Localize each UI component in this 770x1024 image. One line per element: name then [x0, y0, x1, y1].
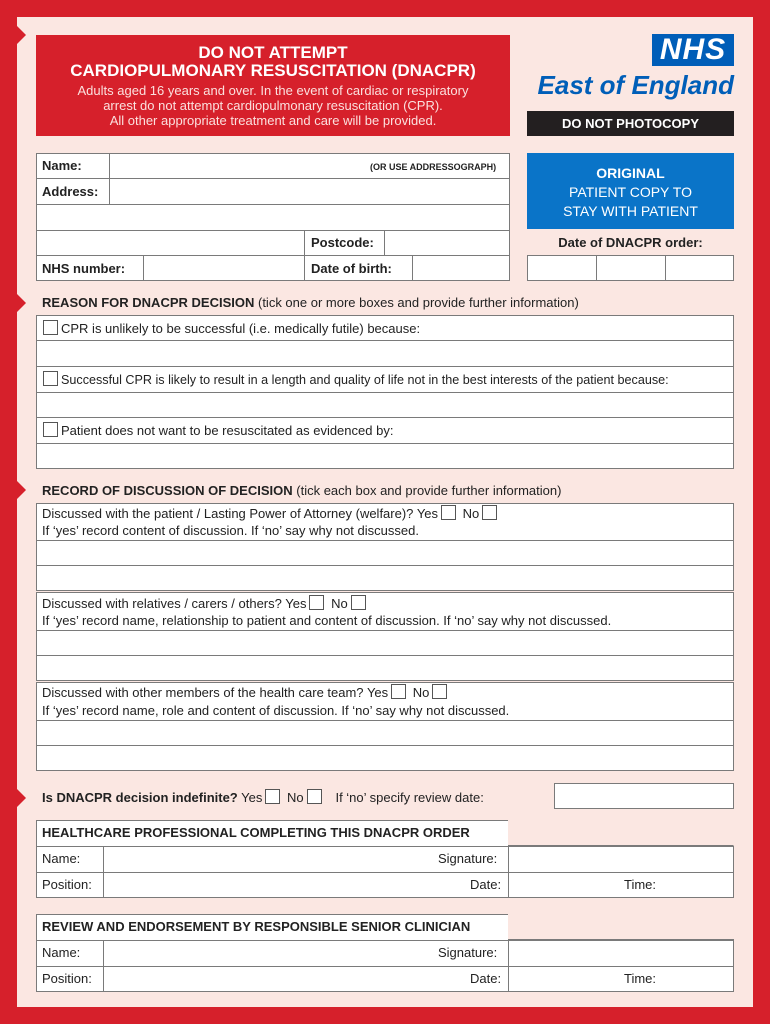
- subtitle-line-2: arrest do not attempt cardiopulmonary resuscitation (CPR).: [103, 98, 443, 113]
- discussion-relatives-input-1[interactable]: [37, 631, 733, 655]
- futile-reason-input[interactable]: [37, 341, 733, 366]
- no-label: No: [462, 506, 480, 521]
- dnacpr-date-day-input[interactable]: [527, 255, 597, 281]
- nhs-logo: NHS: [652, 34, 734, 66]
- discussion-team-detail: If ‘yes’ record name, role and content of discussion. If ‘no’ say why not discussed.: [42, 703, 510, 718]
- discussion-relatives-detail: If ‘yes’ record name, relationship to patient and content of discussion. If ‘no’ say why not discussed.: [42, 613, 612, 628]
- address-input-line-1[interactable]: [110, 179, 509, 204]
- professional-date-label: Date:: [470, 877, 502, 892]
- postcode-label: Postcode:: [311, 235, 374, 250]
- review-date-input[interactable]: [509, 967, 619, 991]
- indefinite-row: [42, 789, 484, 806]
- yes-label: Yes: [416, 506, 439, 521]
- review-time-input[interactable]: [666, 967, 733, 991]
- indefinite-no-checkbox[interactable]: [307, 789, 322, 804]
- review-position-label: Position:: [42, 971, 92, 986]
- edge-notch: [17, 789, 26, 807]
- do-not-photocopy-label: DO NOT PHOTOCOPY: [527, 111, 734, 136]
- patient-yes-checkbox[interactable]: [441, 505, 456, 520]
- question-text: Discussed with other members of the health care team?: [42, 685, 364, 700]
- indefinite-yes-checkbox[interactable]: [265, 789, 280, 804]
- discussion-team-question: [42, 684, 450, 701]
- original-label: ORIGINAL: [596, 165, 665, 181]
- professional-date-input[interactable]: [509, 873, 619, 897]
- reason-option-patient-wish: [40, 422, 393, 439]
- title-line-2: CARDIOPULMONARY RESUSCITATION (DNACPR): [70, 61, 476, 80]
- question-text: Discussed with the patient / Lasting Power of Attorney (welfare)?: [42, 506, 414, 521]
- review-heading: REVIEW AND ENDORSEMENT BY RESPONSIBLE SENIOR CLINICIAN: [42, 919, 471, 934]
- patient-no-checkbox[interactable]: [482, 505, 497, 520]
- subtitle-line-1: Adults aged 16 years and over. In the event of cardiac or respiratory: [77, 83, 469, 98]
- title-line-1: DO NOT ATTEMPT: [198, 43, 348, 62]
- discussion-patient-input-2[interactable]: [37, 566, 733, 590]
- original-copy-box: [527, 153, 734, 229]
- dnacpr-date-month-input[interactable]: [596, 255, 666, 281]
- edge-notch: [17, 294, 26, 312]
- review-signature-input[interactable]: [509, 941, 733, 966]
- discussion-team-input-1[interactable]: [37, 721, 733, 745]
- professional-heading: HEALTHCARE PROFESSIONAL COMPLETING THIS DNACPR ORDER: [42, 825, 470, 840]
- address-input-line-2[interactable]: [37, 205, 509, 230]
- nhs-number-input[interactable]: [144, 256, 304, 280]
- discussion-instruction: (tick each box and provide further information): [296, 483, 562, 498]
- professional-time-input[interactable]: [666, 873, 733, 897]
- review-name-label: Name:: [42, 945, 81, 960]
- no-label: No: [331, 596, 348, 611]
- professional-position-input[interactable]: [104, 873, 460, 897]
- discussion-patient-input-1[interactable]: [37, 541, 733, 565]
- futile-checkbox[interactable]: [43, 320, 58, 335]
- reason-heading: [42, 295, 579, 310]
- divider: [304, 230, 305, 281]
- discussion-relatives-question: [42, 595, 369, 612]
- discussion-heading: [42, 483, 561, 498]
- review-position-input[interactable]: [104, 967, 460, 991]
- patient-wish-checkbox[interactable]: [43, 422, 58, 437]
- professional-time-label: Time:: [624, 877, 657, 892]
- dnacpr-title-box: [36, 35, 510, 136]
- no-label: No: [412, 685, 430, 700]
- discussion-relatives-input-2[interactable]: [37, 656, 733, 680]
- address-label: Address:: [42, 184, 99, 199]
- subtitle-line-3: All other appropriate treatment and care will be provided.: [109, 113, 437, 128]
- review-signature-label: Signature:: [438, 945, 498, 960]
- review-date-input[interactable]: [554, 783, 734, 809]
- professional-name-label: Name:: [42, 851, 81, 866]
- dnacpr-date-year-input[interactable]: [665, 255, 734, 281]
- postcode-input[interactable]: [385, 231, 509, 255]
- question-text: Discussed with relatives / carers / others?: [42, 596, 282, 611]
- relatives-no-checkbox[interactable]: [351, 595, 366, 610]
- no-label: No: [286, 790, 304, 805]
- discussion-heading-title: RECORD OF DISCUSSION OF DECISION: [42, 483, 293, 498]
- team-no-checkbox[interactable]: [432, 684, 447, 699]
- quality-label: Successful CPR is likely to result in a length and quality of life not in the best interests of the patient because:: [61, 373, 669, 387]
- reason-option-futile: [40, 320, 420, 337]
- indefinite-question: Is DNACPR decision indefinite?: [42, 790, 238, 805]
- futile-label: CPR is unlikely to be successful (i.e. medically futile) because:: [61, 321, 421, 336]
- addressograph-note: (OR USE ADDRESSOGRAPH): [370, 162, 497, 172]
- address-input-line-3[interactable]: [37, 231, 304, 255]
- patient-wish-input[interactable]: [37, 444, 733, 468]
- discussion-patient-question: [42, 505, 500, 522]
- patient-name-label: Name:: [42, 158, 82, 173]
- yes-label: Yes: [285, 596, 307, 611]
- stay-with-patient-label: STAY WITH PATIENT: [563, 203, 698, 219]
- quality-of-life-checkbox[interactable]: [43, 371, 58, 386]
- discussion-patient-detail: If ‘yes’ record content of discussion. If ‘no’ say why not discussed.: [42, 523, 419, 538]
- edge-notch: [17, 26, 26, 44]
- dob-input[interactable]: [413, 256, 509, 280]
- reason-instruction: (tick one or more boxes and provide further information): [257, 295, 579, 310]
- yes-label: Yes: [241, 790, 263, 805]
- review-date-label: Date:: [470, 971, 502, 986]
- reason-option-quality: [40, 371, 669, 389]
- team-yes-checkbox[interactable]: [391, 684, 406, 699]
- patient-copy-label: PATIENT COPY TO: [569, 184, 692, 200]
- review-time-label: Time:: [624, 971, 657, 986]
- review-name-input[interactable]: [104, 941, 431, 966]
- nhs-number-label: NHS number:: [42, 261, 126, 276]
- edge-notch: [17, 481, 26, 499]
- professional-signature-label: Signature:: [438, 851, 498, 866]
- quality-reason-input[interactable]: [37, 393, 733, 417]
- region-name: East of England: [537, 70, 734, 100]
- professional-signature-input[interactable]: [509, 847, 733, 872]
- review-date-label: If ‘no’ specify review date:: [335, 790, 484, 805]
- patient-wish-label: Patient does not want to be resuscitated as evidenced by:: [61, 423, 394, 438]
- relatives-yes-checkbox[interactable]: [309, 595, 324, 610]
- dnacpr-date-label: Date of DNACPR order:: [558, 235, 703, 250]
- professional-position-label: Position:: [42, 877, 92, 892]
- discussion-team-input-2[interactable]: [37, 746, 733, 770]
- yes-label: Yes: [366, 685, 389, 700]
- dob-label: Date of birth:: [311, 261, 392, 276]
- professional-name-input[interactable]: [104, 847, 431, 872]
- reason-heading-title: REASON FOR DNACPR DECISION: [42, 295, 255, 310]
